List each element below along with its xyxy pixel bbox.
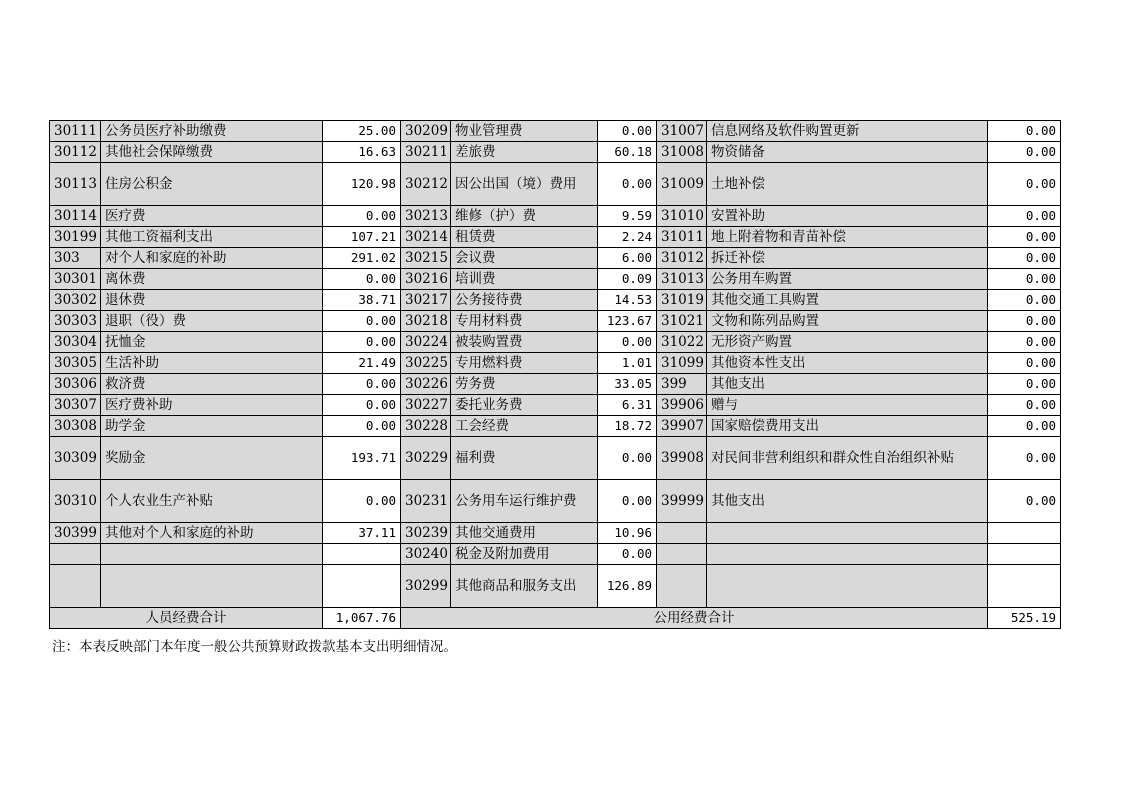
code-cell: 30240 [401, 544, 451, 565]
amount-cell: 0.00 [598, 121, 657, 142]
table-row [50, 163, 1061, 206]
code-cell [50, 544, 101, 565]
code-cell: 30216 [401, 269, 451, 290]
code-cell: 30217 [401, 290, 451, 311]
code-cell: 399 [657, 374, 707, 395]
table-row [50, 437, 1061, 480]
name-cell: 被装购置费 [451, 332, 598, 353]
amount-cell: 0.00 [988, 332, 1061, 353]
name-cell: 福利费 [451, 437, 598, 480]
table-row [50, 480, 1061, 523]
code-cell: 31010 [657, 206, 707, 227]
name-cell: 公务员医疗补助缴费 [101, 121, 323, 142]
name-cell: 其他交通费用 [451, 523, 598, 544]
code-cell: 30112 [50, 142, 101, 163]
amount-cell [988, 544, 1061, 565]
code-cell: 30215 [401, 248, 451, 269]
table-note: 注：本表反映部门本年度一般公共预算财政拨款基本支出明细情况。 [52, 639, 457, 655]
amount-cell: 107.21 [323, 227, 401, 248]
public-total-label: 公用经费合计 [401, 608, 988, 629]
amount-cell: 2.24 [598, 227, 657, 248]
amount-cell [988, 565, 1061, 608]
amount-cell: 37.11 [323, 523, 401, 544]
code-cell: 30225 [401, 353, 451, 374]
name-cell: 其他支出 [707, 374, 988, 395]
expenditure-detail-table [49, 120, 1061, 629]
amount-cell: 0.00 [323, 480, 401, 523]
amount-cell: 0.00 [323, 332, 401, 353]
code-cell: 31021 [657, 311, 707, 332]
name-cell: 无形资产购置 [707, 332, 988, 353]
amount-cell: 1.01 [598, 353, 657, 374]
code-cell: 30211 [401, 142, 451, 163]
code-cell: 31012 [657, 248, 707, 269]
amount-cell: 0.00 [988, 437, 1061, 480]
code-cell: 31008 [657, 142, 707, 163]
amount-cell: 10.96 [598, 523, 657, 544]
name-cell: 公务接待费 [451, 290, 598, 311]
code-cell: 39999 [657, 480, 707, 523]
name-cell: 退职（役）费 [101, 311, 323, 332]
amount-cell: 0.00 [988, 121, 1061, 142]
name-cell: 维修（护）费 [451, 206, 598, 227]
name-cell: 救济费 [101, 374, 323, 395]
code-cell: 39908 [657, 437, 707, 480]
code-cell: 30199 [50, 227, 101, 248]
name-cell: 其他资本性支出 [707, 353, 988, 374]
name-cell: 物资储备 [707, 142, 988, 163]
code-cell: 30231 [401, 480, 451, 523]
totals-row [50, 608, 1061, 629]
table-row [50, 395, 1061, 416]
name-cell: 医疗费 [101, 206, 323, 227]
code-cell: 30226 [401, 374, 451, 395]
amount-cell: 291.02 [323, 248, 401, 269]
amount-cell: 0.00 [988, 480, 1061, 523]
name-cell: 其他支出 [707, 480, 988, 523]
code-cell: 31007 [657, 121, 707, 142]
amount-cell [323, 544, 401, 565]
table-row [50, 206, 1061, 227]
name-cell: 其他商品和服务支出 [451, 565, 598, 608]
table-row [50, 142, 1061, 163]
amount-cell: 0.00 [323, 269, 401, 290]
table-row [50, 332, 1061, 353]
name-cell: 其他工资福利支出 [101, 227, 323, 248]
amount-cell: 0.00 [988, 416, 1061, 437]
name-cell: 其他对个人和家庭的补助 [101, 523, 323, 544]
amount-cell: 0.00 [988, 163, 1061, 206]
code-cell: 30301 [50, 269, 101, 290]
amount-cell: 0.00 [988, 395, 1061, 416]
code-cell: 30224 [401, 332, 451, 353]
amount-cell: 33.05 [598, 374, 657, 395]
public-total-value: 525.19 [988, 608, 1061, 629]
amount-cell: 0.00 [323, 311, 401, 332]
table-row [50, 227, 1061, 248]
personnel-total-label: 人员经费合计 [50, 608, 323, 629]
amount-cell: 0.00 [323, 374, 401, 395]
name-cell [707, 544, 988, 565]
code-cell: 30213 [401, 206, 451, 227]
code-cell: 30305 [50, 353, 101, 374]
name-cell: 国家赔偿费用支出 [707, 416, 988, 437]
amount-cell: 21.49 [323, 353, 401, 374]
name-cell: 劳务费 [451, 374, 598, 395]
amount-cell: 6.00 [598, 248, 657, 269]
amount-cell: 25.00 [323, 121, 401, 142]
table-row [50, 544, 1061, 565]
name-cell: 抚恤金 [101, 332, 323, 353]
name-cell: 土地补偿 [707, 163, 988, 206]
name-cell: 安置补助 [707, 206, 988, 227]
table-row [50, 565, 1061, 608]
name-cell: 委托业务费 [451, 395, 598, 416]
name-cell: 个人农业生产补贴 [101, 480, 323, 523]
code-cell [657, 544, 707, 565]
amount-cell: 16.63 [323, 142, 401, 163]
code-cell: 30212 [401, 163, 451, 206]
name-cell: 其他交通工具购置 [707, 290, 988, 311]
amount-cell: 126.89 [598, 565, 657, 608]
code-cell: 30299 [401, 565, 451, 608]
name-cell: 租赁费 [451, 227, 598, 248]
name-cell [707, 565, 988, 608]
code-cell: 30227 [401, 395, 451, 416]
table-row [50, 374, 1061, 395]
name-cell: 专用材料费 [451, 311, 598, 332]
amount-cell: 0.00 [988, 290, 1061, 311]
amount-cell: 6.31 [598, 395, 657, 416]
name-cell: 离休费 [101, 269, 323, 290]
code-cell: 30310 [50, 480, 101, 523]
table-row [50, 353, 1061, 374]
code-cell: 31009 [657, 163, 707, 206]
name-cell: 专用燃料费 [451, 353, 598, 374]
amount-cell: 60.18 [598, 142, 657, 163]
amount-cell: 120.98 [323, 163, 401, 206]
name-cell: 退休费 [101, 290, 323, 311]
code-cell: 30229 [401, 437, 451, 480]
name-cell: 医疗费补助 [101, 395, 323, 416]
code-cell: 30309 [50, 437, 101, 480]
code-cell [50, 565, 101, 608]
name-cell: 因公出国（境）费用 [451, 163, 598, 206]
code-cell: 31099 [657, 353, 707, 374]
amount-cell: 0.00 [598, 163, 657, 206]
amount-cell: 0.09 [598, 269, 657, 290]
name-cell: 公务用车购置 [707, 269, 988, 290]
amount-cell: 18.72 [598, 416, 657, 437]
name-cell: 物业管理费 [451, 121, 598, 142]
amount-cell: 0.00 [988, 227, 1061, 248]
amount-cell: 0.00 [988, 206, 1061, 227]
amount-cell: 0.00 [598, 480, 657, 523]
name-cell: 住房公积金 [101, 163, 323, 206]
name-cell: 信息网络及软件购置更新 [707, 121, 988, 142]
amount-cell: 9.59 [598, 206, 657, 227]
name-cell [101, 544, 323, 565]
amount-cell: 14.53 [598, 290, 657, 311]
code-cell: 30308 [50, 416, 101, 437]
name-cell: 差旅费 [451, 142, 598, 163]
name-cell: 税金及附加费用 [451, 544, 598, 565]
code-cell: 303 [50, 248, 101, 269]
name-cell: 奖励金 [101, 437, 323, 480]
amount-cell: 123.67 [598, 311, 657, 332]
code-cell: 30239 [401, 523, 451, 544]
name-cell: 公务用车运行维护费 [451, 480, 598, 523]
amount-cell: 0.00 [323, 395, 401, 416]
code-cell: 30114 [50, 206, 101, 227]
name-cell: 会议费 [451, 248, 598, 269]
code-cell [657, 523, 707, 544]
amount-cell: 0.00 [988, 269, 1061, 290]
code-cell: 30209 [401, 121, 451, 142]
name-cell: 工会经费 [451, 416, 598, 437]
name-cell: 文物和陈列品购置 [707, 311, 988, 332]
code-cell: 30111 [50, 121, 101, 142]
amount-cell: 0.00 [988, 353, 1061, 374]
amount-cell: 0.00 [323, 416, 401, 437]
code-cell: 30303 [50, 311, 101, 332]
amount-cell: 193.71 [323, 437, 401, 480]
code-cell: 30306 [50, 374, 101, 395]
amount-cell: 0.00 [988, 248, 1061, 269]
amount-cell [323, 565, 401, 608]
code-cell: 31019 [657, 290, 707, 311]
code-cell: 39906 [657, 395, 707, 416]
code-cell: 31022 [657, 332, 707, 353]
code-cell: 31011 [657, 227, 707, 248]
code-cell: 30304 [50, 332, 101, 353]
name-cell: 生活补助 [101, 353, 323, 374]
code-cell: 30228 [401, 416, 451, 437]
code-cell: 30307 [50, 395, 101, 416]
code-cell: 30113 [50, 163, 101, 206]
name-cell [101, 565, 323, 608]
amount-cell: 0.00 [988, 374, 1061, 395]
table-row [50, 523, 1061, 544]
name-cell: 地上附着物和青苗补偿 [707, 227, 988, 248]
table-row [50, 416, 1061, 437]
table-row [50, 290, 1061, 311]
code-cell: 30399 [50, 523, 101, 544]
table-row [50, 248, 1061, 269]
amount-cell: 0.00 [988, 142, 1061, 163]
amount-cell [988, 523, 1061, 544]
name-cell: 培训费 [451, 269, 598, 290]
amount-cell: 0.00 [598, 437, 657, 480]
code-cell: 30218 [401, 311, 451, 332]
code-cell: 39907 [657, 416, 707, 437]
name-cell: 拆迁补偿 [707, 248, 988, 269]
name-cell: 助学金 [101, 416, 323, 437]
personnel-total-value: 1,067.76 [323, 608, 401, 629]
table-row [50, 121, 1061, 142]
name-cell: 对个人和家庭的补助 [101, 248, 323, 269]
table-row [50, 269, 1061, 290]
code-cell: 30302 [50, 290, 101, 311]
code-cell: 30214 [401, 227, 451, 248]
name-cell: 对民间非营利组织和群众性自治组织补贴 [707, 437, 988, 480]
name-cell: 其他社会保障缴费 [101, 142, 323, 163]
amount-cell: 0.00 [323, 206, 401, 227]
amount-cell: 0.00 [598, 544, 657, 565]
table-body [50, 121, 1061, 608]
name-cell [707, 523, 988, 544]
amount-cell: 0.00 [598, 332, 657, 353]
table-row [50, 311, 1061, 332]
amount-cell: 0.00 [988, 311, 1061, 332]
code-cell: 31013 [657, 269, 707, 290]
name-cell: 赠与 [707, 395, 988, 416]
amount-cell: 38.71 [323, 290, 401, 311]
code-cell [657, 565, 707, 608]
